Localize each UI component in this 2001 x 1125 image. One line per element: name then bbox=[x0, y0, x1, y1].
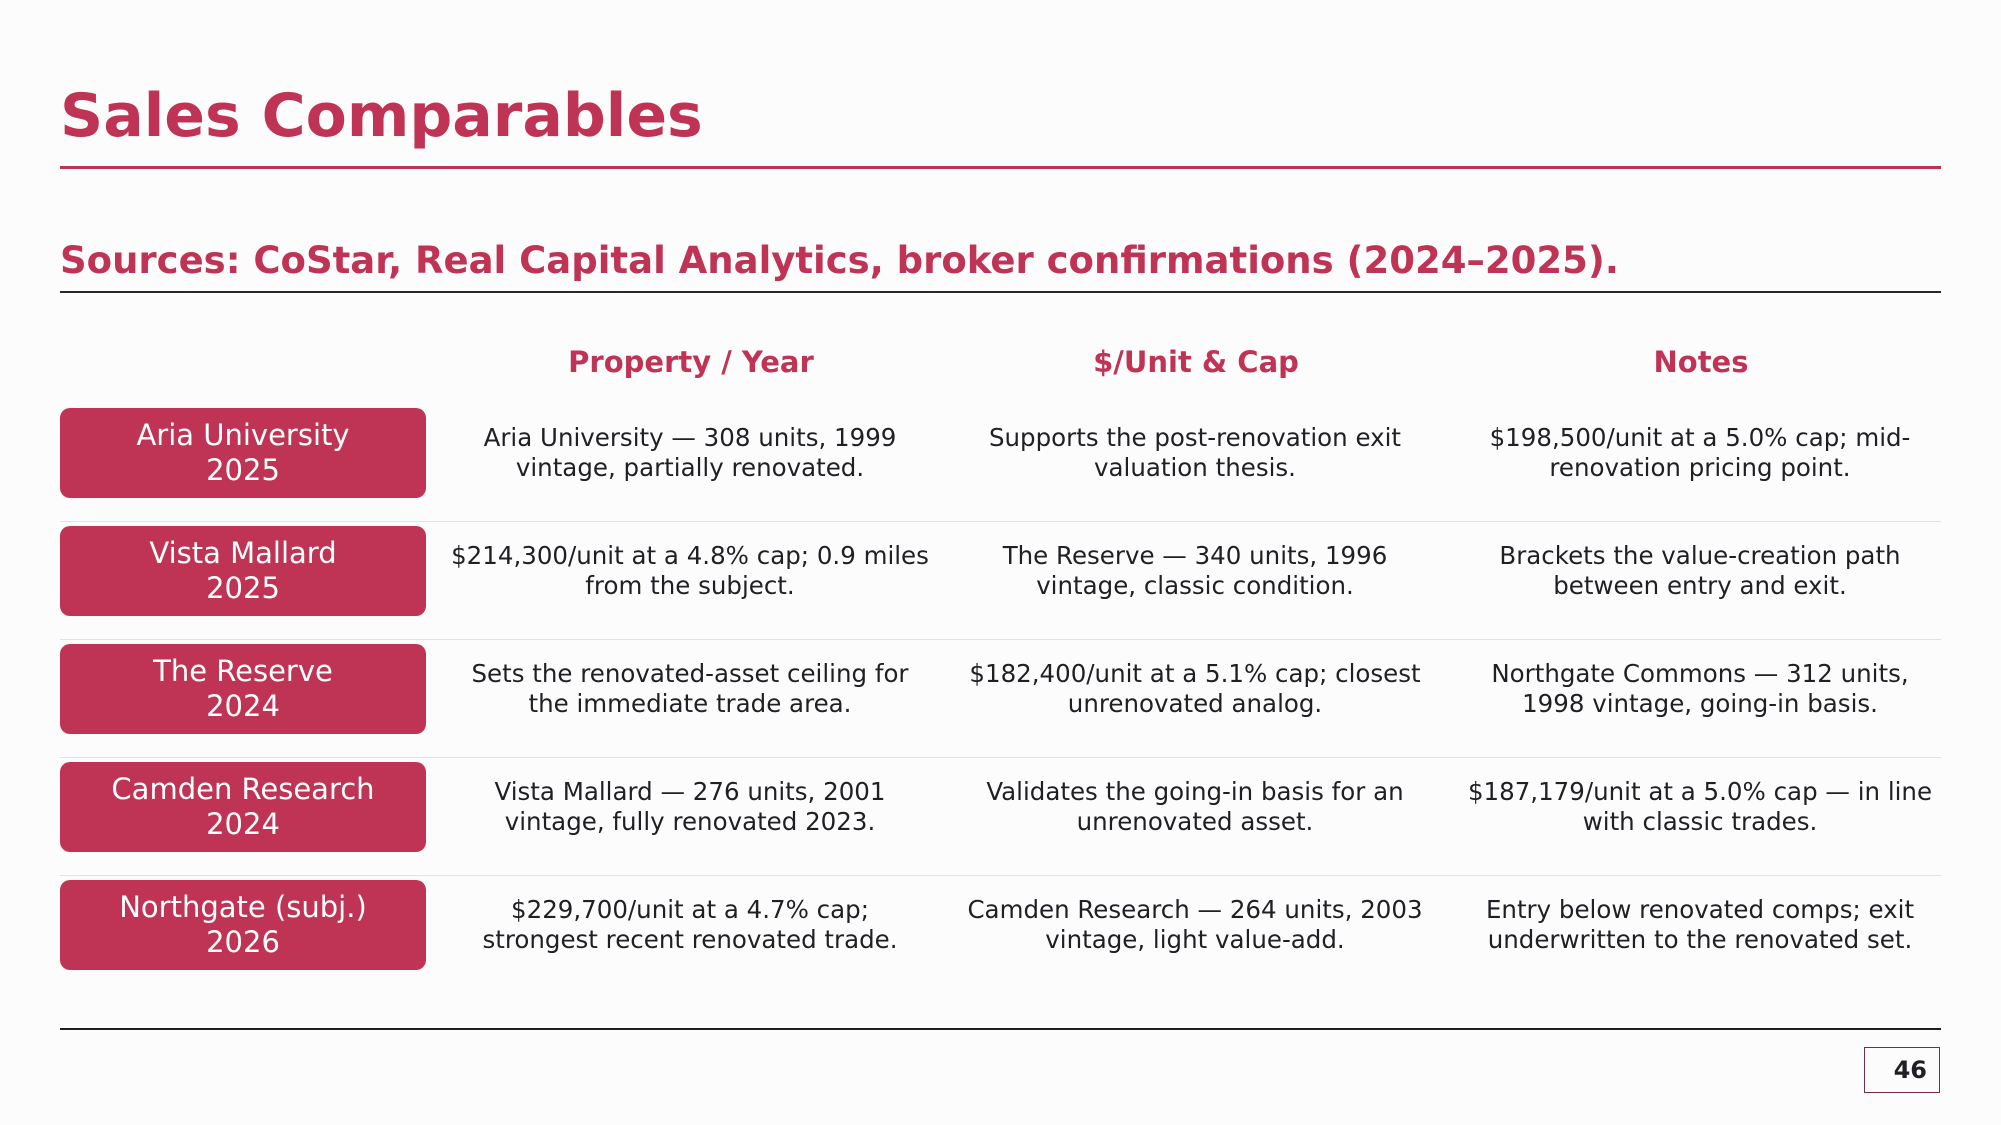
column-header-unit-cap: $/Unit & Cap bbox=[1093, 345, 1299, 379]
table-cell: Validates the going-in basis for an unrenovated asset. bbox=[986, 777, 1404, 836]
title-divider bbox=[60, 166, 1941, 169]
table-cell: $198,500/unit at a 5.0% cap; mid-renovation pricing point. bbox=[1489, 423, 1911, 482]
footer-divider bbox=[60, 1028, 1941, 1030]
row-label-year: 2024 bbox=[206, 689, 280, 723]
table-row bbox=[60, 522, 1941, 640]
row-label-year: 2026 bbox=[206, 925, 280, 959]
column-header-property-year: Property / Year bbox=[568, 345, 814, 379]
table-cell: Camden Research — 264 units, 2003 vintage, light value-add. bbox=[967, 895, 1423, 954]
row-label-name: Vista Mallard bbox=[149, 536, 337, 570]
row-label-name: The Reserve bbox=[153, 654, 333, 688]
table-row bbox=[60, 640, 1941, 758]
table-cell: Northgate Commons — 312 units, 1998 vintage, going-in basis. bbox=[1491, 659, 1909, 718]
table-cell: Aria University — 308 units, 1999 vintage, partially renovated. bbox=[483, 423, 897, 482]
row-label-name: Camden Research bbox=[111, 772, 375, 806]
row-label-year: 2025 bbox=[206, 571, 280, 605]
table-cell: $229,700/unit at a 4.7% cap; strongest recent renovated trade. bbox=[482, 895, 898, 954]
table-row bbox=[60, 758, 1941, 876]
row-label-year: 2025 bbox=[206, 453, 280, 487]
table-cell: The Reserve — 340 units, 1996 vintage, classic condition. bbox=[1002, 541, 1388, 600]
row-label-name: Aria University bbox=[136, 418, 350, 452]
row-label-year: 2024 bbox=[206, 807, 280, 841]
subtitle-divider bbox=[60, 291, 1941, 293]
sources-subtitle: Sources: CoStar, Real Capital Analytics, broker confirmations (2024–2025). bbox=[60, 239, 1619, 282]
table-cell: Entry below renovated comps; exit underwritten to the renovated set. bbox=[1485, 895, 1915, 954]
row-label-badge bbox=[60, 644, 426, 734]
slide-title: Sales Comparables bbox=[60, 81, 703, 151]
table-cell: $182,400/unit at a 5.1% cap; closest unrenovated analog. bbox=[969, 659, 1421, 718]
column-header-notes: Notes bbox=[1653, 345, 1749, 379]
page-number: 46 bbox=[1864, 1047, 1940, 1093]
table-row bbox=[60, 876, 1941, 994]
row-label-name: Northgate (subj.) bbox=[119, 890, 367, 924]
table-cell: $187,179/unit at a 5.0% cap — in line with classic trades. bbox=[1467, 777, 1933, 836]
table-cell: Sets the renovated-asset ceiling for the immediate trade area. bbox=[471, 659, 909, 718]
table-cell: $214,300/unit at a 4.8% cap; 0.9 miles from the subject. bbox=[451, 541, 929, 600]
table-row bbox=[60, 404, 1941, 522]
row-label-badge bbox=[60, 408, 426, 498]
row-label-badge bbox=[60, 880, 426, 970]
row-label-badge bbox=[60, 526, 426, 616]
table-cell: Supports the post-renovation exit valuation thesis. bbox=[988, 423, 1402, 482]
table-cell: Vista Mallard — 276 units, 2001 vintage, fully renovated 2023. bbox=[494, 777, 886, 836]
table-cell: Brackets the value-creation path between entry and exit. bbox=[1499, 541, 1901, 600]
row-label-badge bbox=[60, 762, 426, 852]
